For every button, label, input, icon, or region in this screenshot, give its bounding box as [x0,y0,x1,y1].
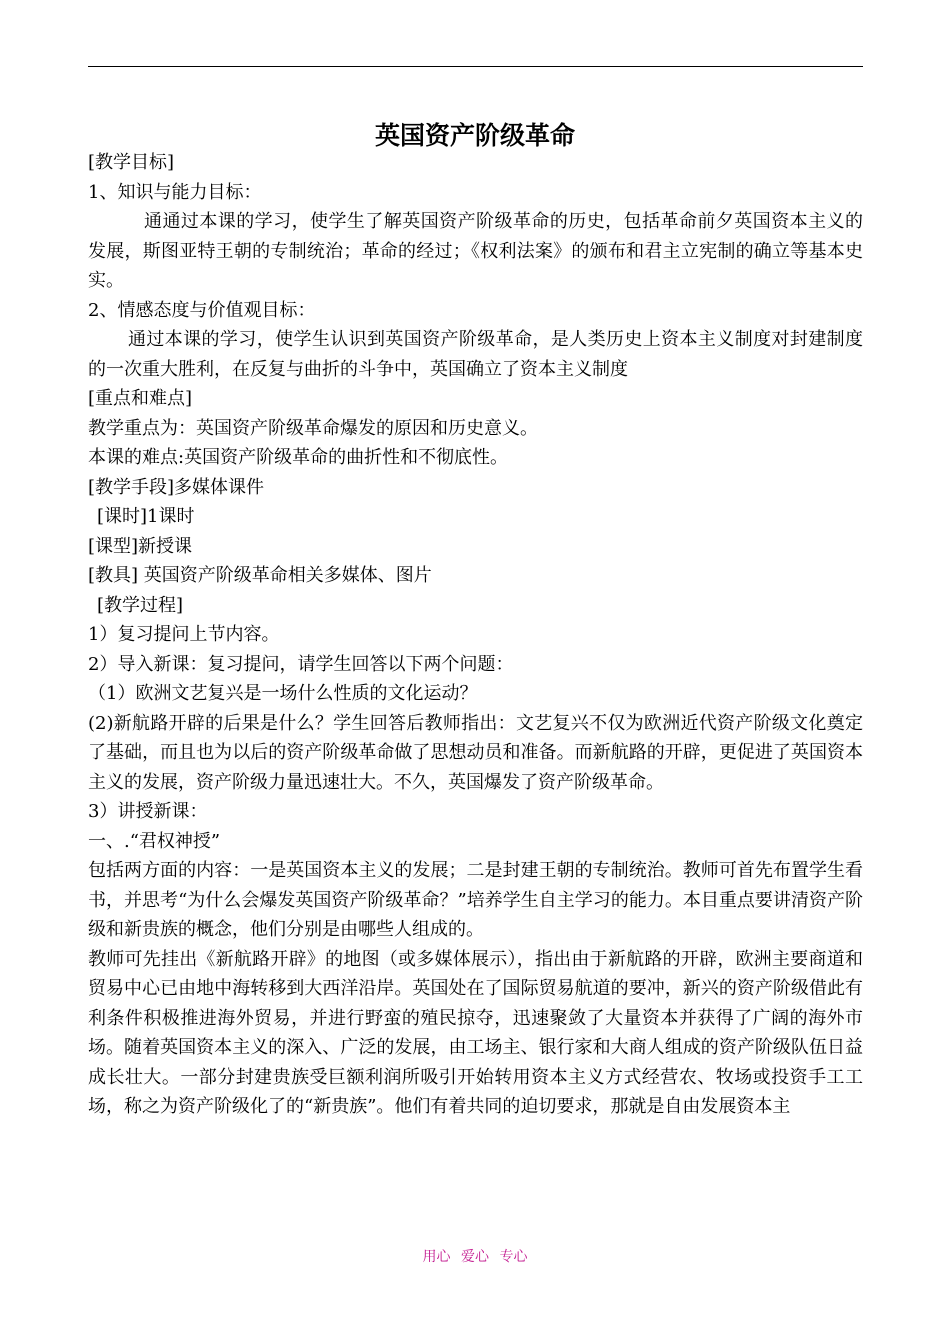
header-rule [88,66,863,67]
page-footer: 用心 爱心 专心 [422,1249,528,1265]
process-step-1: 1）复习提问上节内容。 [88,624,280,645]
lesson-type: [课型]新授课 [88,535,193,557]
objective-1-heading: 1、知识与能力目标： [88,181,262,203]
teaching-aids: [教具] 英国资产阶级革命相关多媒体、图片 [88,565,432,586]
subsection-1-text-2: 教师可先挂出《新航路开辟》的地图（或多媒体展示），指出由于新航路的开辟，欧洲主要商道和贸易中心已由地中海转移到大西洋沿岸。英国处在了国际贸易航道的要冲，新兴的资产阶级借此有利条件积极推进海外贸易，并进行野蛮的殖民掠夺，迅速聚敛了大量资本并获得了广阔的海外市场。随着英国资本主义的深入、广泛的发展，由工场主、银行家和大商人组成的资产阶级队伍日益成长壮大。一部分封建贵族受巨额利润所吸引开始转用资本主义方式经营农、牧场或投资手工工场，称之为资产阶级化了的“新贵族”。他们有着共同的迫切要求，那就是自由发展资本主 [88,948,863,1117]
objective-1-text: 通通过本课的学习，使学生了解英国资产阶级革命的历史，包括革命前夕英国资本主义的发展，斯图亚特王朝的专制统治；革命的经过；《权利法案》的颁布和君主立宪制的确立等基本史实。 [88,211,863,291]
process-step-3: 3）讲授新课： [88,801,208,822]
review-question-2: (2)新航路开辟的后果是什么？学生回答后教师指出：文艺复兴不仅为欧洲近代资产阶级文化奠定了基础，而且也为以后的资产阶级革命做了思想动员和准备。而新航路的开辟，更促进了英国资本主义的发展，资产阶级力量迅速壮大。不久，英国爆发了资产阶级革命。 [88,712,863,793]
section-heading-objectives: [教学目标] [88,152,175,173]
objective-2-heading: 2、情感态度与价值观目标： [88,299,316,321]
subsection-1-text: 包括两方面的内容：一是英国资本主义的发展；二是封建王朝的专制统治。教师可首先布置学生看书，并思考“为什么会爆发英国资产阶级革命？”培养学生自主学习的能力。本目重点要讲清资产阶级和新贵族的概念，他们分别是由哪些人组成的。 [88,860,863,940]
subsection-heading-1: 一、.“君权神授” [88,830,221,852]
section-heading-key-points: [重点和难点] [88,388,193,409]
section-heading-process: [教学过程] [97,594,184,616]
difficult-point-text: 本课的难点:英国资产阶级革命的曲折性和不彻底性。 [88,447,509,468]
document-body [88,148,863,1122]
document-title: 英国资产阶级革命 [374,121,575,150]
key-point-text: 教学重点为：英国资产阶级革命爆发的原因和历史意义。 [88,417,538,439]
teaching-means: [教学手段]多媒体课件 [88,476,265,498]
objective-2-text: 通过本课的学习，使学生认识到英国资产阶级革命，是人类历史上资本主义制度对封建制度的一次重大胜利，在反复与曲折的斗争中，英国确立了资本主义制度 [88,329,863,380]
process-step-2: 2）导入新课：复习提问，请学生回答以下两个问题： [88,653,514,675]
review-question-1: （1）欧洲文艺复兴是一场什么性质的文化运动？ [88,683,478,704]
class-hours: [课时]1课时 [97,506,195,527]
